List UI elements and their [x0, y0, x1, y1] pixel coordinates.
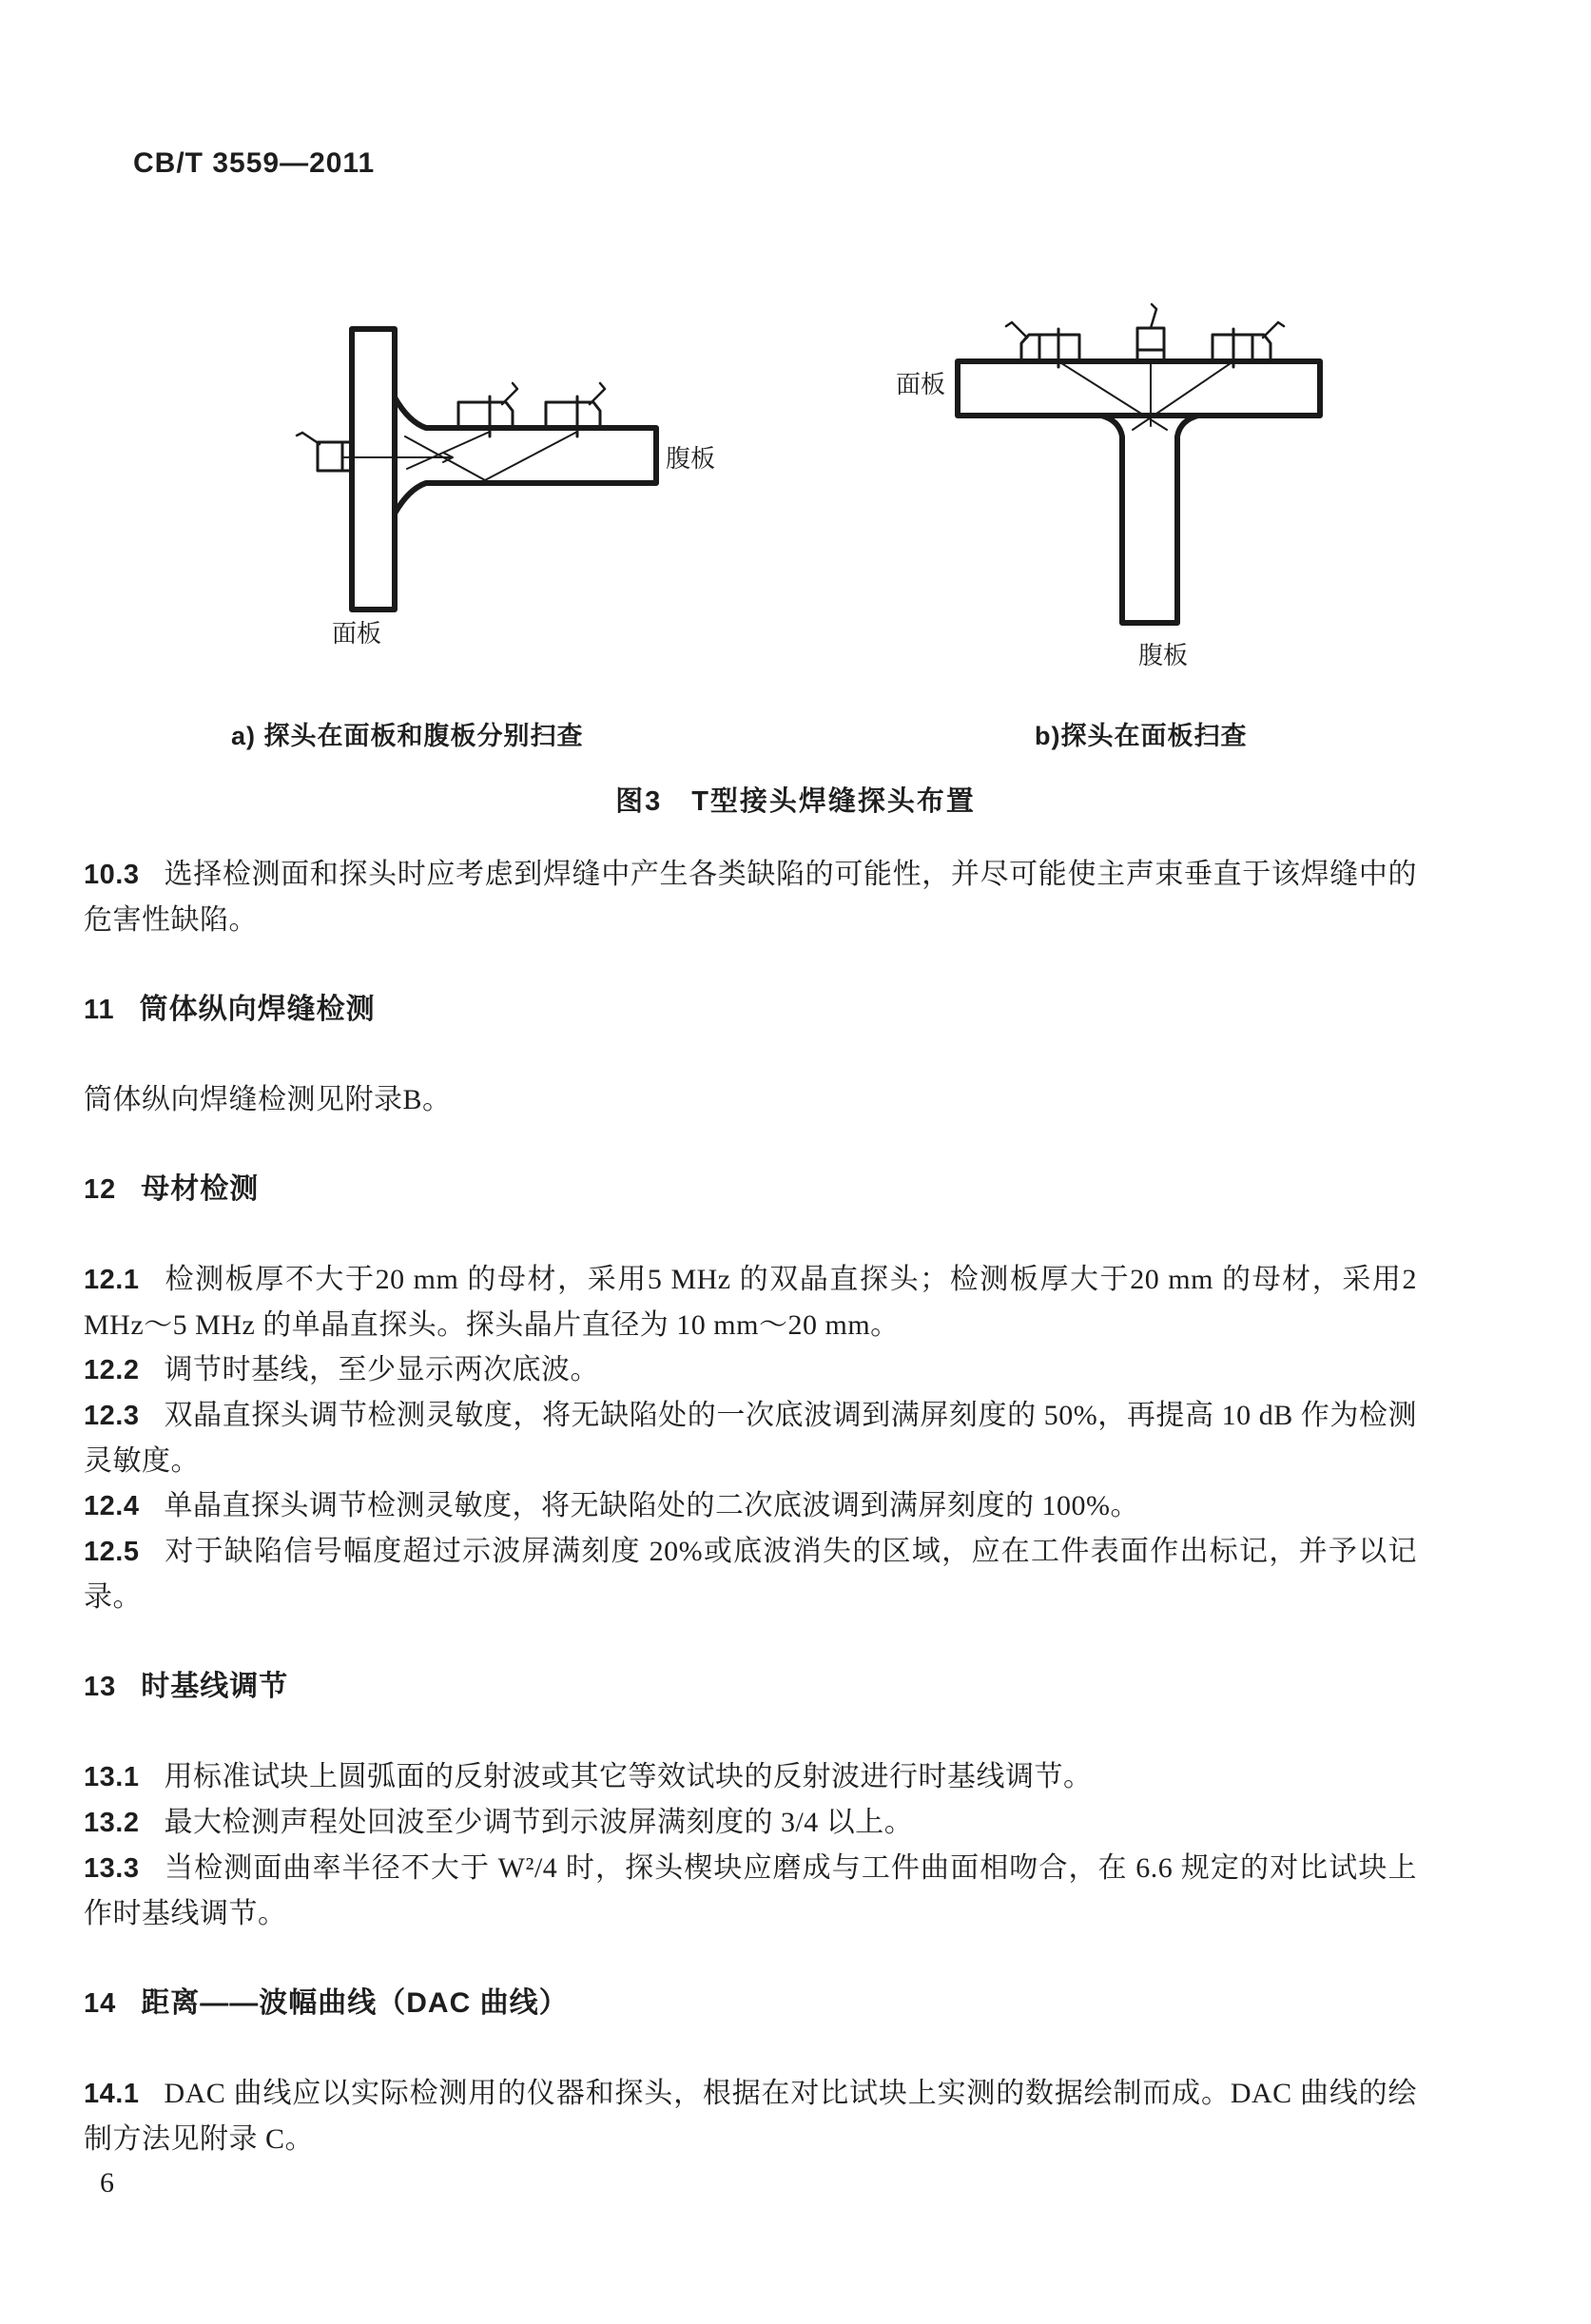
- web-label: 腹板: [666, 444, 716, 473]
- clause-text: 双晶直探头调节检测灵敏度，将无缺陷处的一次底波调到满屏刻度的 50%，再提高 10 dB 作为检测灵敏度。: [84, 1400, 1417, 1477]
- clause-text: 当检测面曲率半径不大于 W²/4 时，探头楔块应磨成与工件曲面相吻合，在 6.6 规定的对比试块上作时基线调节。: [84, 1852, 1417, 1929]
- section-heading-12: [84, 1167, 1417, 1212]
- standard-number: CB/T 3559—2011: [133, 147, 376, 179]
- web-plate: [1101, 416, 1198, 623]
- section-number: 11: [84, 995, 115, 1025]
- clause-number: 13.3: [84, 1853, 140, 1884]
- section-title: 时基线调节: [141, 1671, 289, 1702]
- clause-10-3: [84, 852, 1417, 942]
- paragraph-11: 筒体纵向焊缝检测见附录B。: [84, 1084, 452, 1115]
- figure-caption-a: a) 探头在面板和腹板分别扫查: [231, 722, 584, 750]
- figure-caption-b: b)探头在面板扫查: [1035, 722, 1248, 750]
- section-number: 14: [84, 1988, 117, 2019]
- clause-text: DAC 曲线应以实际检测用的仪器和探头，根据在对比试块上实测的数据绘制而成。DAC 曲线的绘制方法见附录 C。: [84, 2078, 1417, 2155]
- beam-path: [344, 432, 577, 480]
- clause-12-1: [84, 1257, 1417, 1347]
- diagram-b: [856, 184, 1350, 697]
- clause-12-4: [84, 1483, 1417, 1529]
- clause-number: 14.1: [84, 2079, 140, 2109]
- figure-title: 图3 T型接头焊缝探头布置: [615, 786, 976, 817]
- beam-path: [1058, 359, 1233, 430]
- panel-label: 面板: [896, 370, 946, 398]
- body-text: [84, 852, 1417, 2161]
- section-title: 距离——波幅曲线（DAC 曲线）: [141, 1987, 569, 2019]
- clause-13-3: [84, 1846, 1417, 1936]
- section-heading-11: [84, 987, 1417, 1033]
- section-number: 12: [84, 1174, 117, 1205]
- diagram-a: [257, 203, 732, 678]
- straight-probe: [1137, 304, 1164, 361]
- clause-text: 对于缺陷信号幅度超过示波屏满刻度 20%或底波消失的区域，应在工件表面作出标记，并予以记录。: [84, 1536, 1417, 1613]
- section-heading-14: [84, 1981, 1417, 2026]
- clause-number: 12.4: [84, 1491, 140, 1521]
- clause-number: 12.3: [84, 1401, 140, 1431]
- clause-14-1: [84, 2071, 1417, 2161]
- clause-number: 10.3: [84, 860, 140, 890]
- panel-label: 面板: [332, 619, 382, 648]
- clause-text: 选择检测面和探头时应考虑到焊缝中产生各类缺陷的可能性，并尽可能使主声束垂直于该焊缝中的危害性缺陷。: [84, 859, 1417, 936]
- section-heading-13: [84, 1664, 1417, 1710]
- clause-text: 调节时基线，至少显示两次底波。: [164, 1354, 599, 1385]
- clause-text: 单晶直探头调节检测灵敏度，将无缺陷处的二次底波调到满屏刻度的 100%。: [164, 1490, 1139, 1521]
- clause-number: 12.2: [84, 1355, 140, 1385]
- clause-number: 13.1: [84, 1762, 140, 1792]
- web-plate: [395, 397, 656, 513]
- section-number: 13: [84, 1672, 117, 1702]
- clause-number: 12.1: [84, 1265, 140, 1295]
- face-plate: [958, 361, 1320, 416]
- clause-12-5: [84, 1529, 1417, 1619]
- clause-number: 12.5: [84, 1537, 140, 1567]
- clause-12-2: [84, 1347, 1417, 1393]
- clause-text: 用标准试块上圆弧面的反射波或其它等效试块的反射波进行时基线调节。: [164, 1761, 1093, 1792]
- clause-12-3: [84, 1393, 1417, 1483]
- section-title: 筒体纵向焊缝检测: [139, 994, 376, 1025]
- clause-text: 最大检测声程处回波至少调节到示波屏满刻度的 3/4 以上。: [164, 1807, 914, 1838]
- clause-13-2: [84, 1800, 1417, 1846]
- clause-13-1: [84, 1754, 1417, 1800]
- straight-probe: [297, 433, 352, 471]
- web-label: 腹板: [1138, 641, 1189, 669]
- clause-number: 13.2: [84, 1808, 140, 1838]
- clause-text: 检测板厚不大于20 mm 的母材，采用5 MHz 的双晶直探头；检测板厚大于20 mm 的母材，采用2 MHz～5 MHz 的单晶直探头。探头晶片直径为 10 mm～20 mm。: [84, 1264, 1417, 1341]
- section-title: 母材检测: [141, 1173, 260, 1205]
- face-plate: [352, 329, 395, 610]
- page-number: 6: [100, 2167, 114, 2198]
